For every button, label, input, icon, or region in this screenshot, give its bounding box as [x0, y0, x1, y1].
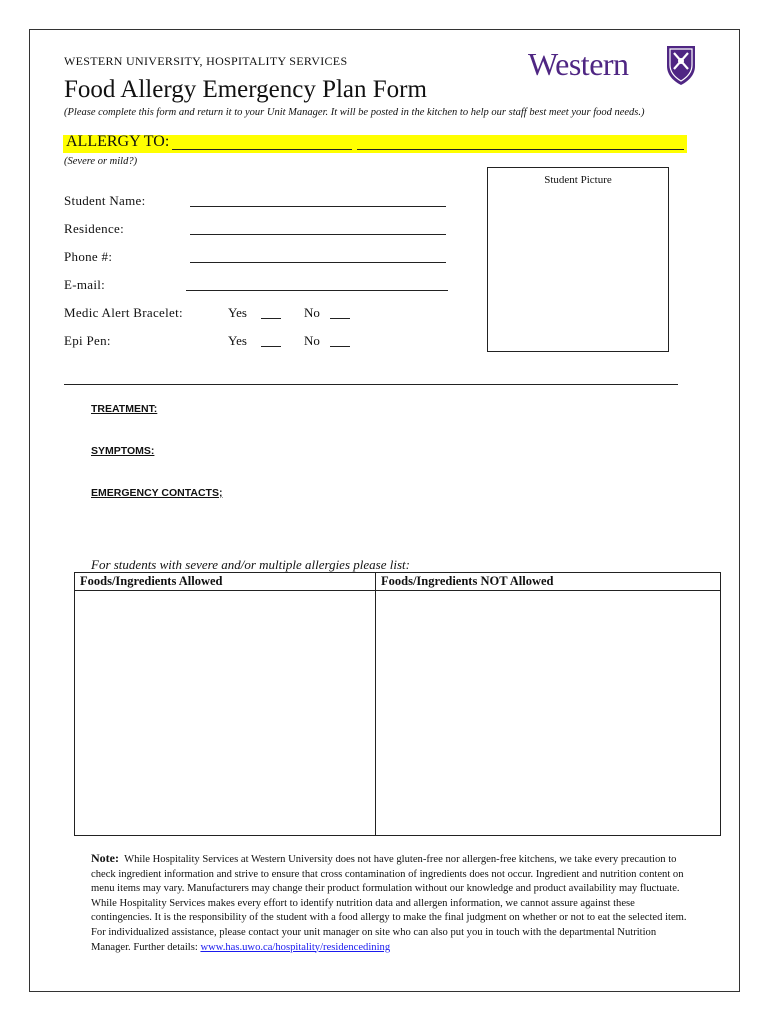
epi-pen-yes-field[interactable]	[261, 346, 281, 347]
food-ingredients-table	[74, 572, 721, 836]
table-header-divider	[75, 590, 720, 591]
phone-field[interactable]	[190, 262, 446, 263]
note-label: Note:	[91, 851, 119, 865]
symptoms-heading: SYMPTOMS:	[91, 445, 155, 457]
not-allowed-foods-cell[interactable]	[377, 592, 719, 834]
medic-alert-no-label: No	[304, 305, 320, 320]
epi-pen-label: Epi Pen:	[64, 333, 111, 348]
medic-alert-label: Medic Alert Bracelet:	[64, 305, 183, 320]
allergy-to-label: ALLERGY TO:	[66, 133, 170, 150]
logo-wordmark: Western	[528, 46, 629, 82]
allergy-input-1[interactable]	[172, 149, 352, 150]
severity-note: (Severe or mild?)	[64, 156, 138, 167]
student-name-field[interactable]	[190, 206, 446, 207]
residence-label: Residence:	[64, 221, 125, 236]
residence-field[interactable]	[190, 234, 446, 235]
residence-dining-link[interactable]: www.has.uwo.ca/hospitality/residencedining	[200, 941, 391, 953]
epi-pen-no-label: No	[304, 333, 320, 348]
student-name-label: Student Name:	[64, 193, 146, 208]
student-picture-label: Student Picture	[544, 174, 612, 186]
table-column-divider	[375, 573, 376, 835]
emergency-contacts-heading: EMERGENCY CONTACTS;	[91, 487, 223, 499]
crest-icon	[665, 44, 697, 86]
phone-label: Phone #:	[64, 249, 113, 264]
form-title: Food Allergy Emergency Plan Form	[64, 76, 427, 103]
medic-alert-no-field[interactable]	[330, 318, 350, 319]
epi-pen-no-field[interactable]	[330, 346, 350, 347]
western-logo	[528, 42, 698, 90]
student-picture-box[interactable]	[487, 167, 669, 352]
allergy-input-2[interactable]	[357, 149, 684, 150]
email-label: E-mail:	[64, 277, 106, 292]
not-allowed-column-header: Foods/Ingredients NOT Allowed	[381, 574, 554, 588]
medic-alert-yes-field[interactable]	[261, 318, 281, 319]
section-divider	[64, 384, 678, 385]
food-list-caption: For students with severe and/or multiple allergies please list:	[91, 557, 410, 572]
epi-pen-yes-label: Yes	[228, 333, 247, 348]
org-header: WESTERN UNIVERSITY, HOSPITALITY SERVICES	[64, 54, 348, 68]
treatment-heading: TREATMENT:	[91, 403, 158, 415]
medic-alert-yes-label: Yes	[228, 305, 247, 320]
disclaimer-note	[91, 851, 687, 955]
note-body: While Hospitality Services at Western University does not have gluten-free nor allergen-free kitchens, we take every precaution to check ingredient information and strive to ensure that cross contamination of ingredients does not occur. Ingredient and nutrition content on menu items may vary. Manufacturers may change their product formulation without our knowledge and product availability may fluctuate. While Hospitality Services makes every effort to identify nutrition data and allergen information, we cannot assure against these contingencies. It is the responsibility of the student with a food allergy to make the final judgment on whether or not to eat the selected item. For individualized assistance, please contact your unit manager on site who can also put you in touch with the departmental Nutrition Manager. Further details:	[91, 854, 687, 953]
allowed-column-header: Foods/Ingredients Allowed	[80, 574, 223, 588]
form-instructions: (Please complete this form and return it to your Unit Manager. It will be posted in the kitchen to help our staff best meet your food needs.)	[64, 107, 645, 118]
allowed-foods-cell[interactable]	[76, 592, 374, 834]
email-field[interactable]	[186, 290, 448, 291]
